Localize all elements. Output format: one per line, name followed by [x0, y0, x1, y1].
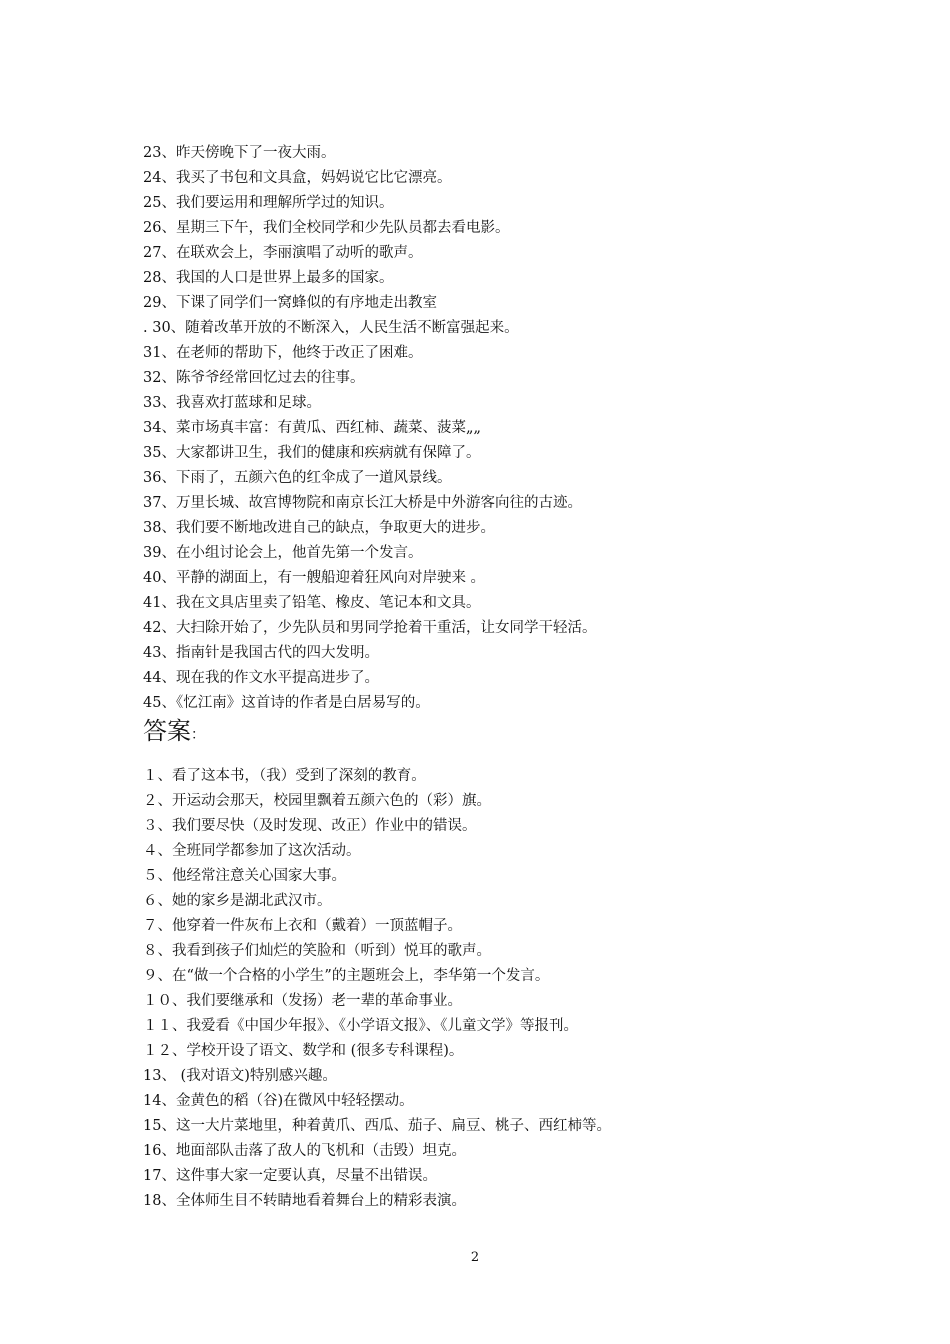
question-44: 44、现在我的作文水平提高进步了。	[143, 670, 379, 686]
answer-10: １０、我们要继承和（发扬）老一辈的革命事业。	[143, 993, 462, 1009]
question-27: 27、在联欢会上，李丽演唱了动听的歌声。	[143, 245, 423, 261]
answer-11: １１、我爱看《中国少年报》、《小学语文报》、《儿童文学》等报刊。	[143, 1018, 578, 1034]
answer-9: ９、在“做一个合格的小学生”的主题班会上，李华第一个发言。	[143, 968, 550, 984]
answers-heading-colon: ：	[191, 727, 205, 743]
page-number: 2	[470, 1250, 480, 1265]
question-29: 29、下课了同学们一窝蜂似的有序地走出教室	[143, 295, 437, 311]
answer-2: ２、开运动会那天，校园里飘着五颜六色的（彩）旗。	[143, 793, 491, 809]
answer-14: 14、金黄色的稻（谷)在微风中轻轻摆动。	[143, 1093, 414, 1109]
answer-15: 15、这一大片菜地里，种着黄爪、西瓜、茄子、扁豆、桃子、西红柿等。	[143, 1118, 611, 1134]
answer-8: ８、我看到孩子们灿烂的笑脸和（听到）悦耳的歌声。	[143, 943, 491, 959]
answer-18: 18、全体师生目不转睛地看着舞台上的精彩表演。	[143, 1193, 466, 1209]
answer-4: ４、全班同学都参加了这次活动。	[143, 843, 361, 859]
question-40: 40、平静的湖面上，有一艘船迎着狂风向对岸驶来 。	[143, 570, 486, 586]
answer-13: 13、 (我对语文)特别感兴趣。	[143, 1068, 337, 1084]
question-32: 32、陈爷爷经常回忆过去的往事。	[143, 370, 365, 386]
answer-7: ７、他穿着一件灰布上衣和（戴着）一顶蓝帽子。	[143, 918, 462, 934]
question-42: 42、大扫除开始了，少先队员和男同学抢着干重活，让女同学干轻活。	[143, 620, 597, 636]
question-34: 34、菜市场真丰富：有黄瓜、西红柿、蔬菜、菠菜„„	[143, 420, 481, 436]
answers-heading	[143, 716, 205, 750]
question-26: 26、星期三下午，我们全校同学和少先队员都去看电影。	[143, 220, 510, 236]
answer-6: ６、她的家乡是湖北武汉市。	[143, 893, 332, 909]
answer-17: 17、这件事大家一定要认真，尽量不出错误。	[143, 1168, 437, 1184]
question-36: 36、下雨了，五颜六色的红伞成了一道风景线。	[143, 470, 452, 486]
answer-12: １２、学校开设了语文、数学和 (很多专科课程)。	[143, 1043, 464, 1059]
question-43: 43、指南针是我国古代的四大发明。	[143, 645, 379, 661]
answer-16: 16、地面部队击落了敌人的飞机和（击毁）坦克。	[143, 1143, 466, 1159]
question-37: 37、万里长城、故宫博物院和南京长江大桥是中外游客向往的古迹。	[143, 495, 582, 511]
answer-5: ５、他经常注意关心国家大事。	[143, 868, 346, 884]
question-24: 24、我买了书包和文具盒，妈妈说它比它漂亮。	[143, 170, 452, 186]
question-25: 25、我们要运用和理解所学过的知识。	[143, 195, 394, 211]
question-39: 39、在小组讨论会上，他首先第一个发言。	[143, 545, 423, 561]
answers-heading-text: 答案	[143, 717, 191, 745]
question-33: 33、我喜欢打蓝球和足球。	[143, 395, 321, 411]
question-45: 45、《忆江南》这首诗的作者是白居易写的。	[143, 695, 430, 711]
question-38: 38、我们要不断地改进自己的缺点，争取更大的进步。	[143, 520, 495, 536]
answer-1: １、看了这本书，（我）受到了深刻的教育。	[143, 768, 426, 784]
question-23: 23、昨天傍晚下了一夜大雨。	[143, 145, 336, 161]
answer-3: ３、我们要尽快（及时发现、改正）作业中的错误。	[143, 818, 477, 834]
question-31: 31、在老师的帮助下，他终于改正了困难。	[143, 345, 423, 361]
question-41: 41、我在文具店里卖了铅笔、橡皮、笔记本和文具。	[143, 595, 481, 611]
question-30: . 30、随着改革开放的不断深入，人民生活不断富强起来。	[143, 320, 519, 336]
question-35: 35、大家都讲卫生，我们的健康和疾病就有保障了。	[143, 445, 481, 461]
question-28: 28、我国的人口是世界上最多的国家。	[143, 270, 394, 286]
